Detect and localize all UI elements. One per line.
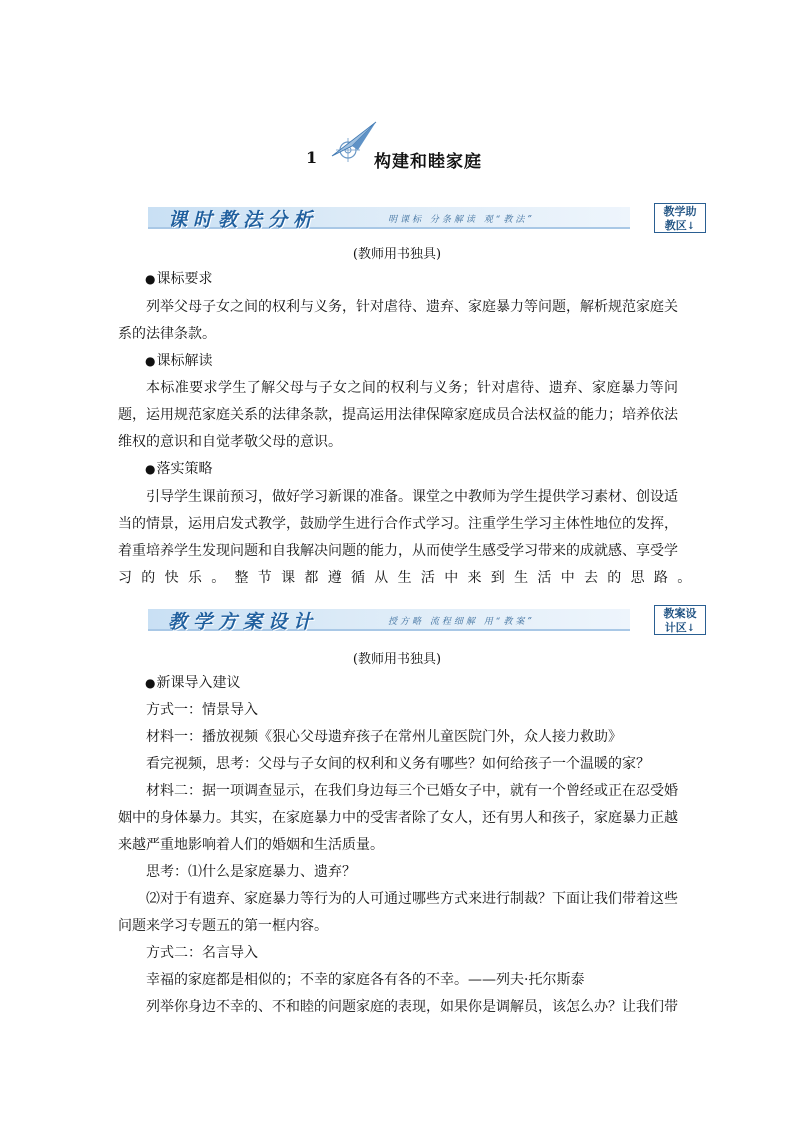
lesson-number: 1 bbox=[306, 148, 318, 167]
teacher-only-note: (教师用书独具) bbox=[352, 652, 442, 667]
banner-box-line2: 计区 bbox=[664, 621, 687, 634]
heading-implementation-strategy: ● 落实策略 bbox=[145, 456, 665, 483]
teaching-aid-link[interactable] bbox=[654, 203, 706, 233]
teacher-only-note: (教师用书独具) bbox=[352, 247, 442, 262]
banner-title: 课时教法分析 bbox=[168, 209, 319, 231]
curriculum-requirements-text: 列举父母子女之间的权利与义务，针对虐待、遗弃、家庭暴力等问题，解析规范家庭关系的法律条款。 bbox=[118, 299, 678, 342]
banner-box-line1: 教学助 bbox=[663, 205, 697, 218]
question-one: 思考：⑴什么是家庭暴力、遗弃？ bbox=[146, 864, 356, 880]
banner-title: 教学方案设计 bbox=[168, 611, 319, 633]
method-one: 方式一：情景导入 bbox=[146, 702, 258, 718]
lesson-title-text: 构建和睦家庭 bbox=[374, 152, 482, 172]
down-arrow-icon: ↓ bbox=[686, 221, 696, 232]
lesson-title bbox=[300, 120, 560, 180]
quote: 幸福的家庭都是相似的；不幸的家庭各有各的不幸。——列夫·托尔斯泰 bbox=[146, 972, 585, 988]
think-one: 看完视频，思考：父母与子女间的权利和义务有哪些？如何给孩子一个温暖的家？ bbox=[146, 756, 650, 772]
section-banner-lesson-plan bbox=[118, 606, 706, 636]
curriculum-interpretation-text: 本标准要求学生了解父母与子女之间的权利与义务；针对虐待、遗弃、家庭暴力等问题，运用规范家庭关系的法律条款，提高运用法律保障家庭成员合法权益的能力；培养依法维权的意识和自觉孝敬父母的意识。 bbox=[118, 380, 678, 450]
method-two: 方式二：名言导入 bbox=[146, 945, 258, 961]
question-two: ⑵对于有遗弃、家庭暴力等行为的人可通过哪些方式来进行制裁？下面让我们带着这些问题来学习专题五的第一框内容。 bbox=[118, 891, 678, 934]
banner-subtitle: 明课标 分条解读 观“教法” bbox=[388, 215, 535, 225]
heading-curriculum-requirements: ● 课标要求 bbox=[145, 266, 665, 293]
heading-curriculum-interpretation: ● 课标解读 bbox=[145, 348, 665, 375]
banner-box-line2: 教区 bbox=[664, 219, 687, 232]
lesson-plan-link[interactable] bbox=[654, 605, 706, 635]
implementation-strategy-text: 引导学生课前预习，做好学习新课的准备。课堂之中教师为学生提供学习素材、创设适当的情景，运用启发式教学，鼓励学生进行合作式学习。注重学生学习主体性地位的发挥，着重培养学生发现问题和自我解决问题的能力，从而使学生感受学习带来的成就感、享受学 bbox=[118, 489, 678, 559]
paper-plane-logo-icon bbox=[322, 120, 378, 164]
material-one: 材料一：播放视频《狠心父母遗弃孩子在常州儿童医院门外，众人接力救助》 bbox=[146, 729, 622, 745]
implementation-strategy-last-line: 习的快乐。整节课都遵循从生活中来到生活中去的思路。 bbox=[118, 570, 701, 586]
material-two: 材料二：据一项调查显示，在我们身边每三个已婚女子中，就有一个曾经或正在忍受婚姻中的身体暴力。其实，在家庭暴力中的受害者除了女人，还有男人和孩子，家庭暴力正越来越严重地影响着人们的婚姻和生活质量。 bbox=[118, 783, 678, 853]
heading-new-lesson-intro: ● 新课导入建议 bbox=[145, 670, 665, 697]
banner-box-line1: 教案设 bbox=[663, 607, 697, 620]
section-banner-teaching-analysis bbox=[118, 204, 706, 234]
down-arrow-icon: ↓ bbox=[686, 623, 696, 634]
last-line: 列举你身边不幸的、不和睦的问题家庭的表现，如果你是调解员，该怎么办？让我们带 bbox=[146, 999, 678, 1015]
banner-subtitle: 授方略 流程细解 用“教案” bbox=[388, 617, 535, 627]
